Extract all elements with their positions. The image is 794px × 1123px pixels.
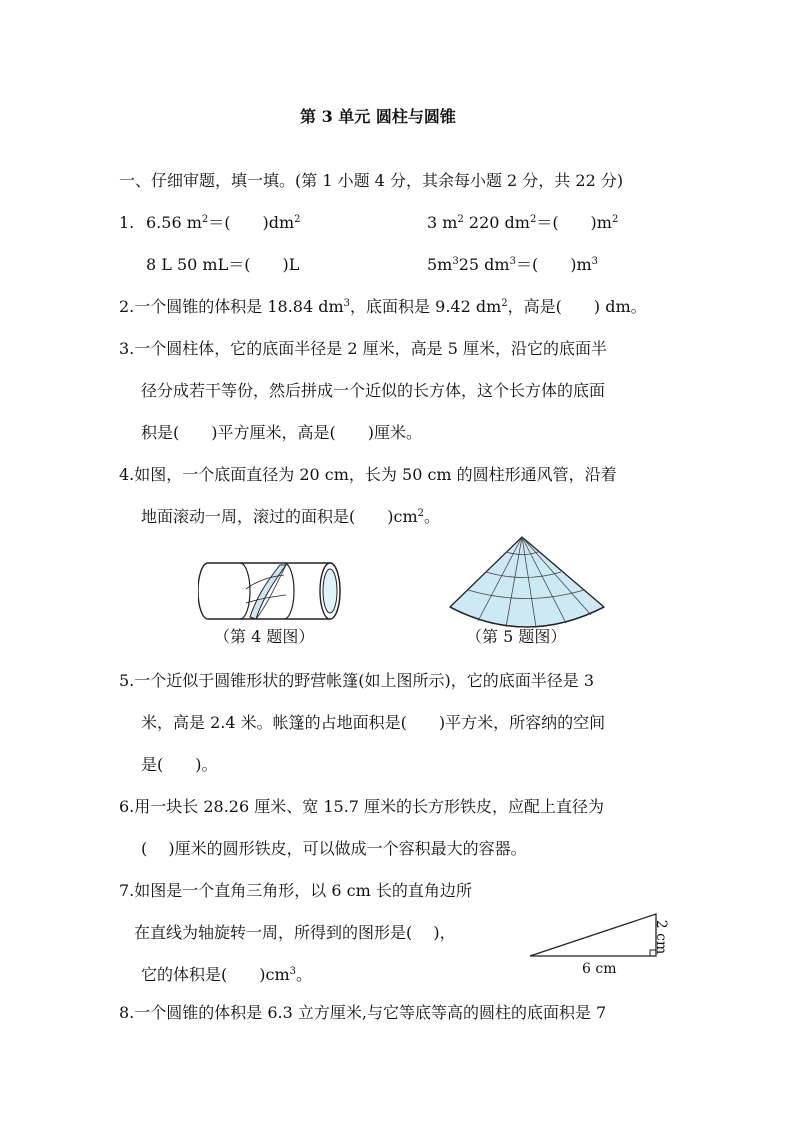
q4-line-1: 4.如图，一个底面直径为 20 cm，长为 50 cm 的圆柱形通风管，沿着 — [119, 465, 617, 484]
q5-line-2: 米，高是 2.4 米。帐篷的占地面积是( )平方米，所容纳的空间 — [141, 713, 606, 732]
q6-line-2: ( )厘米的圆形铁皮，可以做成一个容积最大的容器。 — [141, 839, 527, 858]
q7-line-3: 它的体积是( )$cm^3$。 — [141, 965, 313, 984]
tent-figure — [446, 535, 608, 635]
q3-line-1: 3.一个圆柱体，它的底面半径是 2 厘米，高是 5 厘米，沿它的底面半 — [119, 339, 607, 358]
q3-line-2: 径分成若干等份，然后拼成一个近似的长方体，这个长方体的底面 — [141, 381, 606, 400]
triangle-base-label: 6 cm — [582, 961, 617, 977]
q5-line-1: 5.一个近似于圆锥形状的野营帐篷(如上图所示)，它的底面半径是 3 — [119, 671, 595, 690]
pipe-figure — [198, 559, 348, 621]
q4-line-2: 地面滚动一周，滚过的面积是( )$cm^2$。 — [141, 507, 441, 526]
q1-b: 3 $m^2$ 220 $dm^2=$( )$m^2$ — [427, 213, 619, 232]
q7-line-2: 在直线为轴旋转一周，所得到的图形是( )， — [134, 923, 456, 942]
q8-line-1: 8.一个圆锥的体积是 6.3 立方厘米,与它等底等高的圆柱的底面积是 7 — [119, 1003, 607, 1022]
figure-5-caption: （第 5 题图） — [466, 627, 567, 646]
q1-number: 1. — [119, 213, 135, 232]
figure-4-caption: （第 4 题图） — [214, 627, 315, 646]
q1-a: 6.56 $m^2=$( )$dm^2$ — [146, 213, 301, 232]
q1-d: $5m^325$ $dm^3=$( )$m^3$ — [427, 255, 599, 274]
q6-line-1: 6.用一块长 28.26 厘米、宽 15.7 厘米的长方形铁皮，应配上直径为 — [119, 797, 605, 816]
triangle-height-label: 2 cm — [653, 919, 670, 955]
q1-c: 8 L 50 mL＝( )L — [146, 255, 300, 274]
page-title: 第 3 单元 圆柱与圆锥 — [300, 107, 456, 126]
q3-line-3: 积是( )平方厘米，高是( )厘米。 — [141, 423, 422, 442]
q2-text: 2.一个圆锥的体积是 18.84 $dm^3$，底面积是 9.42 $dm^2$，高是( ) dm。 — [119, 297, 647, 316]
q5-line-3: 是( )。 — [141, 755, 218, 774]
q7-line-1: 7.如图是一个直角三角形，以 6 cm 长的直角边所 — [119, 881, 472, 900]
section-heading: 一、仔细审题，填一填。(第 1 小题 4 分，其余每小题 2 分，共 22 分) — [119, 171, 624, 190]
